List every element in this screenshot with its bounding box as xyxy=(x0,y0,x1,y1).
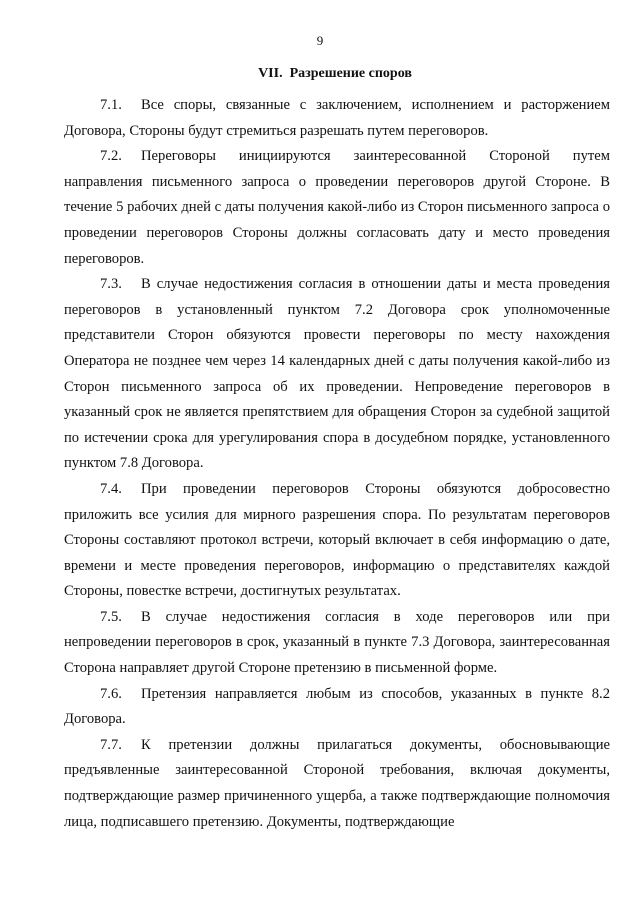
paragraph-number: 7.2. xyxy=(100,148,122,165)
paragraph-7-7 xyxy=(64,733,610,835)
paragraph-7-4 xyxy=(64,477,610,605)
paragraph-7-1 xyxy=(64,93,610,144)
paragraph-text: В случае недостижения согласия в ходе переговоров или при непроведении переговоров в срок, указанный в пункте 7.3 Договора, заинтересованная Сторона направляет другой Стороне претензию в письменной форме. xyxy=(64,608,610,677)
paragraph-text: В случае недостижения согласия в отношении даты и места проведения переговоров в установленный пунктом 7.2 Договора срок уполномоченные представители Сторон обязуются провести переговоры по месту нахождения Оператора не позднее чем через 14 календарных дней с даты получения какой-либо из Сторон письменного запроса об их проведении. Непроведение переговоров в указанный срок не является препятствием для обращения Сторон за судебной защитой по истечении срока для урегулирования спора в досудебном порядке, установленного пунктом 7.8 Договора. xyxy=(64,276,610,472)
section-number: VII. xyxy=(258,66,283,81)
paragraph-number: 7.3. xyxy=(100,276,122,293)
paragraph-text: Переговоры инициируются заинтересованной Стороной путем направления письменного запроса о проведении переговоров другой Стороне. В течение 5 рабочих дней с даты получения какой-либо из Сторон письменного запроса о проведении переговоров Стороны должны согласовать дату и место проведения переговоров. xyxy=(64,148,610,267)
paragraph-number: 7.4. xyxy=(100,480,122,497)
paragraph-number: 7.5. xyxy=(100,608,122,625)
paragraph-7-2 xyxy=(64,144,610,272)
paragraph-text: Претензия направляется любым из способов, указанных в пункте 8.2 Договора. xyxy=(64,685,610,728)
paragraph-text: Все споры, связанные с заключением, исполнением и расторжением Договора, Стороны будут стремиться разрешать путем переговоров. xyxy=(64,97,610,139)
paragraph-number: 7.6. xyxy=(100,685,122,702)
page-number: 9 xyxy=(316,33,324,48)
section-title-text: Разрешение споров xyxy=(289,66,412,81)
paragraph-7-6 xyxy=(64,682,610,733)
paragraph-text: При проведении переговоров Стороны обязуются добросовестно приложить все усилия для мирного разрешения спора. По результатам переговоров Стороны составляют протокол встречи, который включает в себя информацию о дате, времени и месте проведения переговоров, информацию о представителях каждой Стороны, повестке встречи, достигнутых результатах. xyxy=(64,480,610,600)
paragraph-7-3 xyxy=(64,272,610,477)
paragraph-text: К претензии должны прилагаться документы, обосновывающие предъявленные заинтересованной Стороной требования, включая документы, подтверждающие размер причиненного ущерба, а также подтверждающие полномочия лица, подписавшего претензию. Документы, подтверждающие xyxy=(64,736,610,830)
paragraph-7-5 xyxy=(64,605,610,682)
paragraph-number: 7.7. xyxy=(100,736,122,753)
section-title xyxy=(0,66,640,82)
section-body xyxy=(64,93,610,835)
paragraph-number: 7.1. xyxy=(100,97,122,113)
